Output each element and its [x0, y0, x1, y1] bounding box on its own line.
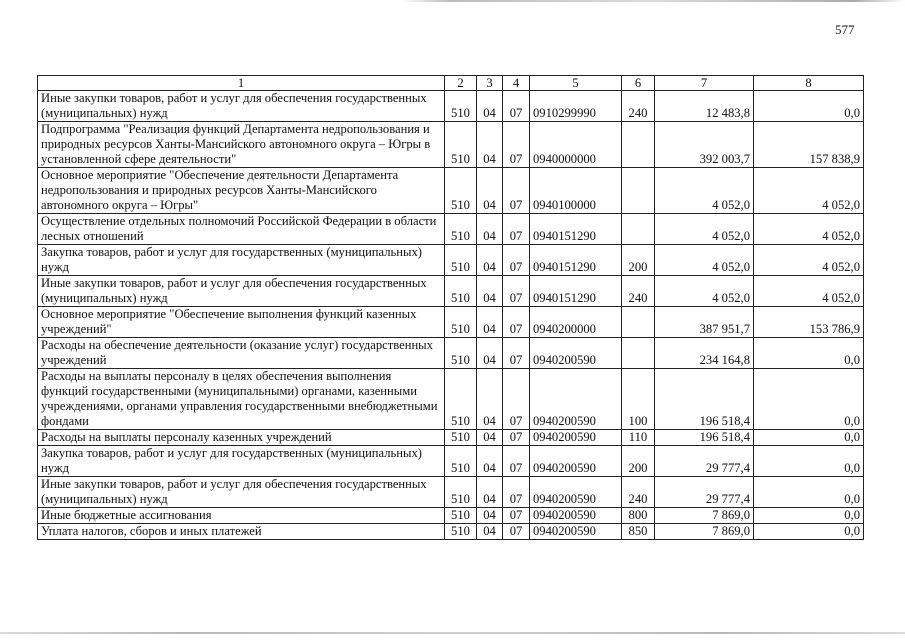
cell-col-3: 04 [477, 91, 503, 122]
cell-col-3: 04 [477, 508, 503, 524]
cell-col-6 [622, 338, 655, 369]
table-row [38, 91, 864, 122]
cell-col-8: 0,0 [754, 446, 864, 477]
cell-col-8: 4 052,0 [754, 245, 864, 276]
cell-description: Подпрограмма "Реализация функций Департамента недропользования и природных ресурсов Ханты-Мансийского автономного округа – Югры в установленной сфере деятельности" [38, 122, 445, 168]
cell-col-3: 04 [477, 430, 503, 446]
cell-col-4: 07 [503, 477, 530, 508]
table-row [38, 369, 864, 430]
cell-description: Расходы на выплаты персоналу в целях обеспечения выполнения функций государственными (муниципальными) органами, казенными учреждениями, органами управления государственными внебюджетными фондами [38, 369, 445, 430]
cell-col-4: 07 [503, 338, 530, 369]
table-row [38, 276, 864, 307]
header-col-8: 8 [754, 76, 864, 91]
cell-col-8: 0,0 [754, 369, 864, 430]
cell-col-8: 0,0 [754, 338, 864, 369]
cell-col-7: 12 483,8 [655, 91, 754, 122]
cell-col-8: 0,0 [754, 524, 864, 540]
cell-col-2: 510 [445, 508, 477, 524]
cell-col-3: 04 [477, 524, 503, 540]
cell-col-3: 04 [477, 477, 503, 508]
header-col-3: 3 [477, 76, 503, 91]
cell-col-7: 7 869,0 [655, 524, 754, 540]
cell-col-3: 04 [477, 338, 503, 369]
table-row [38, 122, 864, 168]
table-row [38, 307, 864, 338]
cell-col-4: 07 [503, 307, 530, 338]
budget-table [37, 75, 864, 540]
table-row [38, 430, 864, 446]
cell-col-5: 0910299990 [530, 91, 622, 122]
cell-col-8: 0,0 [754, 477, 864, 508]
cell-col-6 [622, 168, 655, 214]
cell-col-8: 0,0 [754, 430, 864, 446]
table-header-row [38, 76, 864, 91]
table-row [38, 214, 864, 245]
cell-col-6: 240 [622, 477, 655, 508]
cell-col-5: 0940200590 [530, 369, 622, 430]
cell-col-6 [622, 122, 655, 168]
header-col-5: 5 [530, 76, 622, 91]
cell-col-8: 4 052,0 [754, 168, 864, 214]
page-number: 577 [835, 22, 855, 37]
cell-col-4: 07 [503, 122, 530, 168]
cell-description: Закупка товаров, работ и услуг для государственных (муниципальных) нужд [38, 245, 445, 276]
cell-col-4: 07 [503, 430, 530, 446]
cell-col-7: 392 003,7 [655, 122, 754, 168]
cell-col-7: 4 052,0 [655, 245, 754, 276]
cell-col-8: 153 786,9 [754, 307, 864, 338]
cell-col-3: 04 [477, 276, 503, 307]
table-row [38, 508, 864, 524]
cell-col-6: 240 [622, 276, 655, 307]
cell-col-6 [622, 214, 655, 245]
scan-top-rule [400, 0, 905, 2]
cell-col-7: 4 052,0 [655, 214, 754, 245]
table-body [38, 76, 864, 540]
header-col-2: 2 [445, 76, 477, 91]
cell-col-8: 4 052,0 [754, 214, 864, 245]
cell-col-8: 4 052,0 [754, 276, 864, 307]
cell-col-7: 387 951,7 [655, 307, 754, 338]
header-col-4: 4 [503, 76, 530, 91]
table-row [38, 477, 864, 508]
cell-col-5: 0940100000 [530, 168, 622, 214]
table-row [38, 245, 864, 276]
header-col-7: 7 [655, 76, 754, 91]
cell-col-6: 200 [622, 446, 655, 477]
cell-col-2: 510 [445, 477, 477, 508]
cell-col-5: 0940200590 [530, 508, 622, 524]
cell-col-5: 0940200590 [530, 446, 622, 477]
cell-description: Закупка товаров, работ и услуг для государственных (муниципальных) нужд [38, 446, 445, 477]
cell-col-7: 29 777,4 [655, 446, 754, 477]
cell-description: Основное мероприятие "Обеспечение выполнения функций казенных учреждений" [38, 307, 445, 338]
cell-col-8: 0,0 [754, 508, 864, 524]
cell-col-5: 0940151290 [530, 245, 622, 276]
cell-col-7: 7 869,0 [655, 508, 754, 524]
cell-description: Основное мероприятие "Обеспечение деятельности Департамента недропользования и природных ресурсов Ханты-Мансийского автономного округа – Югры" [38, 168, 445, 214]
cell-col-4: 07 [503, 214, 530, 245]
cell-col-4: 07 [503, 508, 530, 524]
cell-col-4: 07 [503, 524, 530, 540]
cell-col-4: 07 [503, 168, 530, 214]
table-row [38, 338, 864, 369]
cell-col-5: 0940200590 [530, 524, 622, 540]
cell-col-2: 510 [445, 338, 477, 369]
cell-col-2: 510 [445, 245, 477, 276]
cell-col-3: 04 [477, 307, 503, 338]
cell-col-8: 0,0 [754, 91, 864, 122]
cell-col-6: 200 [622, 245, 655, 276]
cell-col-3: 04 [477, 369, 503, 430]
cell-description: Иные закупки товаров, работ и услуг для обеспечения государственных (муниципальных) нужд [38, 91, 445, 122]
cell-col-2: 510 [445, 446, 477, 477]
cell-col-4: 07 [503, 91, 530, 122]
cell-col-4: 07 [503, 369, 530, 430]
cell-col-6 [622, 307, 655, 338]
cell-col-2: 510 [445, 122, 477, 168]
cell-col-5: 0940200590 [530, 430, 622, 446]
cell-description: Иные закупки товаров, работ и услуг для обеспечения государственных (муниципальных) нужд [38, 276, 445, 307]
cell-col-3: 04 [477, 214, 503, 245]
cell-col-7: 4 052,0 [655, 276, 754, 307]
table-row [38, 524, 864, 540]
cell-col-7: 4 052,0 [655, 168, 754, 214]
cell-col-5: 0940200590 [530, 338, 622, 369]
cell-col-7: 29 777,4 [655, 477, 754, 508]
cell-col-4: 07 [503, 245, 530, 276]
cell-col-2: 510 [445, 307, 477, 338]
cell-col-6: 800 [622, 508, 655, 524]
table-row [38, 168, 864, 214]
cell-col-6: 100 [622, 369, 655, 430]
cell-col-5: 0940000000 [530, 122, 622, 168]
cell-col-2: 510 [445, 214, 477, 245]
cell-description: Расходы на выплаты персоналу казенных учреждений [38, 430, 445, 446]
cell-col-4: 07 [503, 276, 530, 307]
cell-col-2: 510 [445, 524, 477, 540]
cell-col-6: 240 [622, 91, 655, 122]
cell-description: Уплата налогов, сборов и иных платежей [38, 524, 445, 540]
cell-description: Иные закупки товаров, работ и услуг для обеспечения государственных (муниципальных) нужд [38, 477, 445, 508]
cell-description: Расходы на обеспечение деятельности (оказание услуг) государственных учреждений [38, 338, 445, 369]
header-col-1: 1 [38, 76, 445, 91]
cell-col-3: 04 [477, 446, 503, 477]
cell-col-5: 0940200590 [530, 477, 622, 508]
cell-col-3: 04 [477, 168, 503, 214]
cell-col-2: 510 [445, 369, 477, 430]
cell-col-8: 157 838,9 [754, 122, 864, 168]
scan-bottom-rule [0, 632, 905, 634]
cell-col-7: 196 518,4 [655, 430, 754, 446]
cell-col-6: 110 [622, 430, 655, 446]
cell-col-3: 04 [477, 122, 503, 168]
cell-col-2: 510 [445, 430, 477, 446]
cell-col-2: 510 [445, 168, 477, 214]
cell-col-4: 07 [503, 446, 530, 477]
header-col-6: 6 [622, 76, 655, 91]
cell-col-5: 0940151290 [530, 276, 622, 307]
cell-col-7: 196 518,4 [655, 369, 754, 430]
cell-description: Осуществление отдельных полномочий Российской Федерации в области лесных отношений [38, 214, 445, 245]
table-row [38, 446, 864, 477]
cell-col-2: 510 [445, 276, 477, 307]
cell-col-6: 850 [622, 524, 655, 540]
cell-col-5: 0940151290 [530, 214, 622, 245]
cell-col-2: 510 [445, 91, 477, 122]
cell-description: Иные бюджетные ассигнования [38, 508, 445, 524]
cell-col-3: 04 [477, 245, 503, 276]
cell-col-7: 234 164,8 [655, 338, 754, 369]
cell-col-5: 0940200000 [530, 307, 622, 338]
